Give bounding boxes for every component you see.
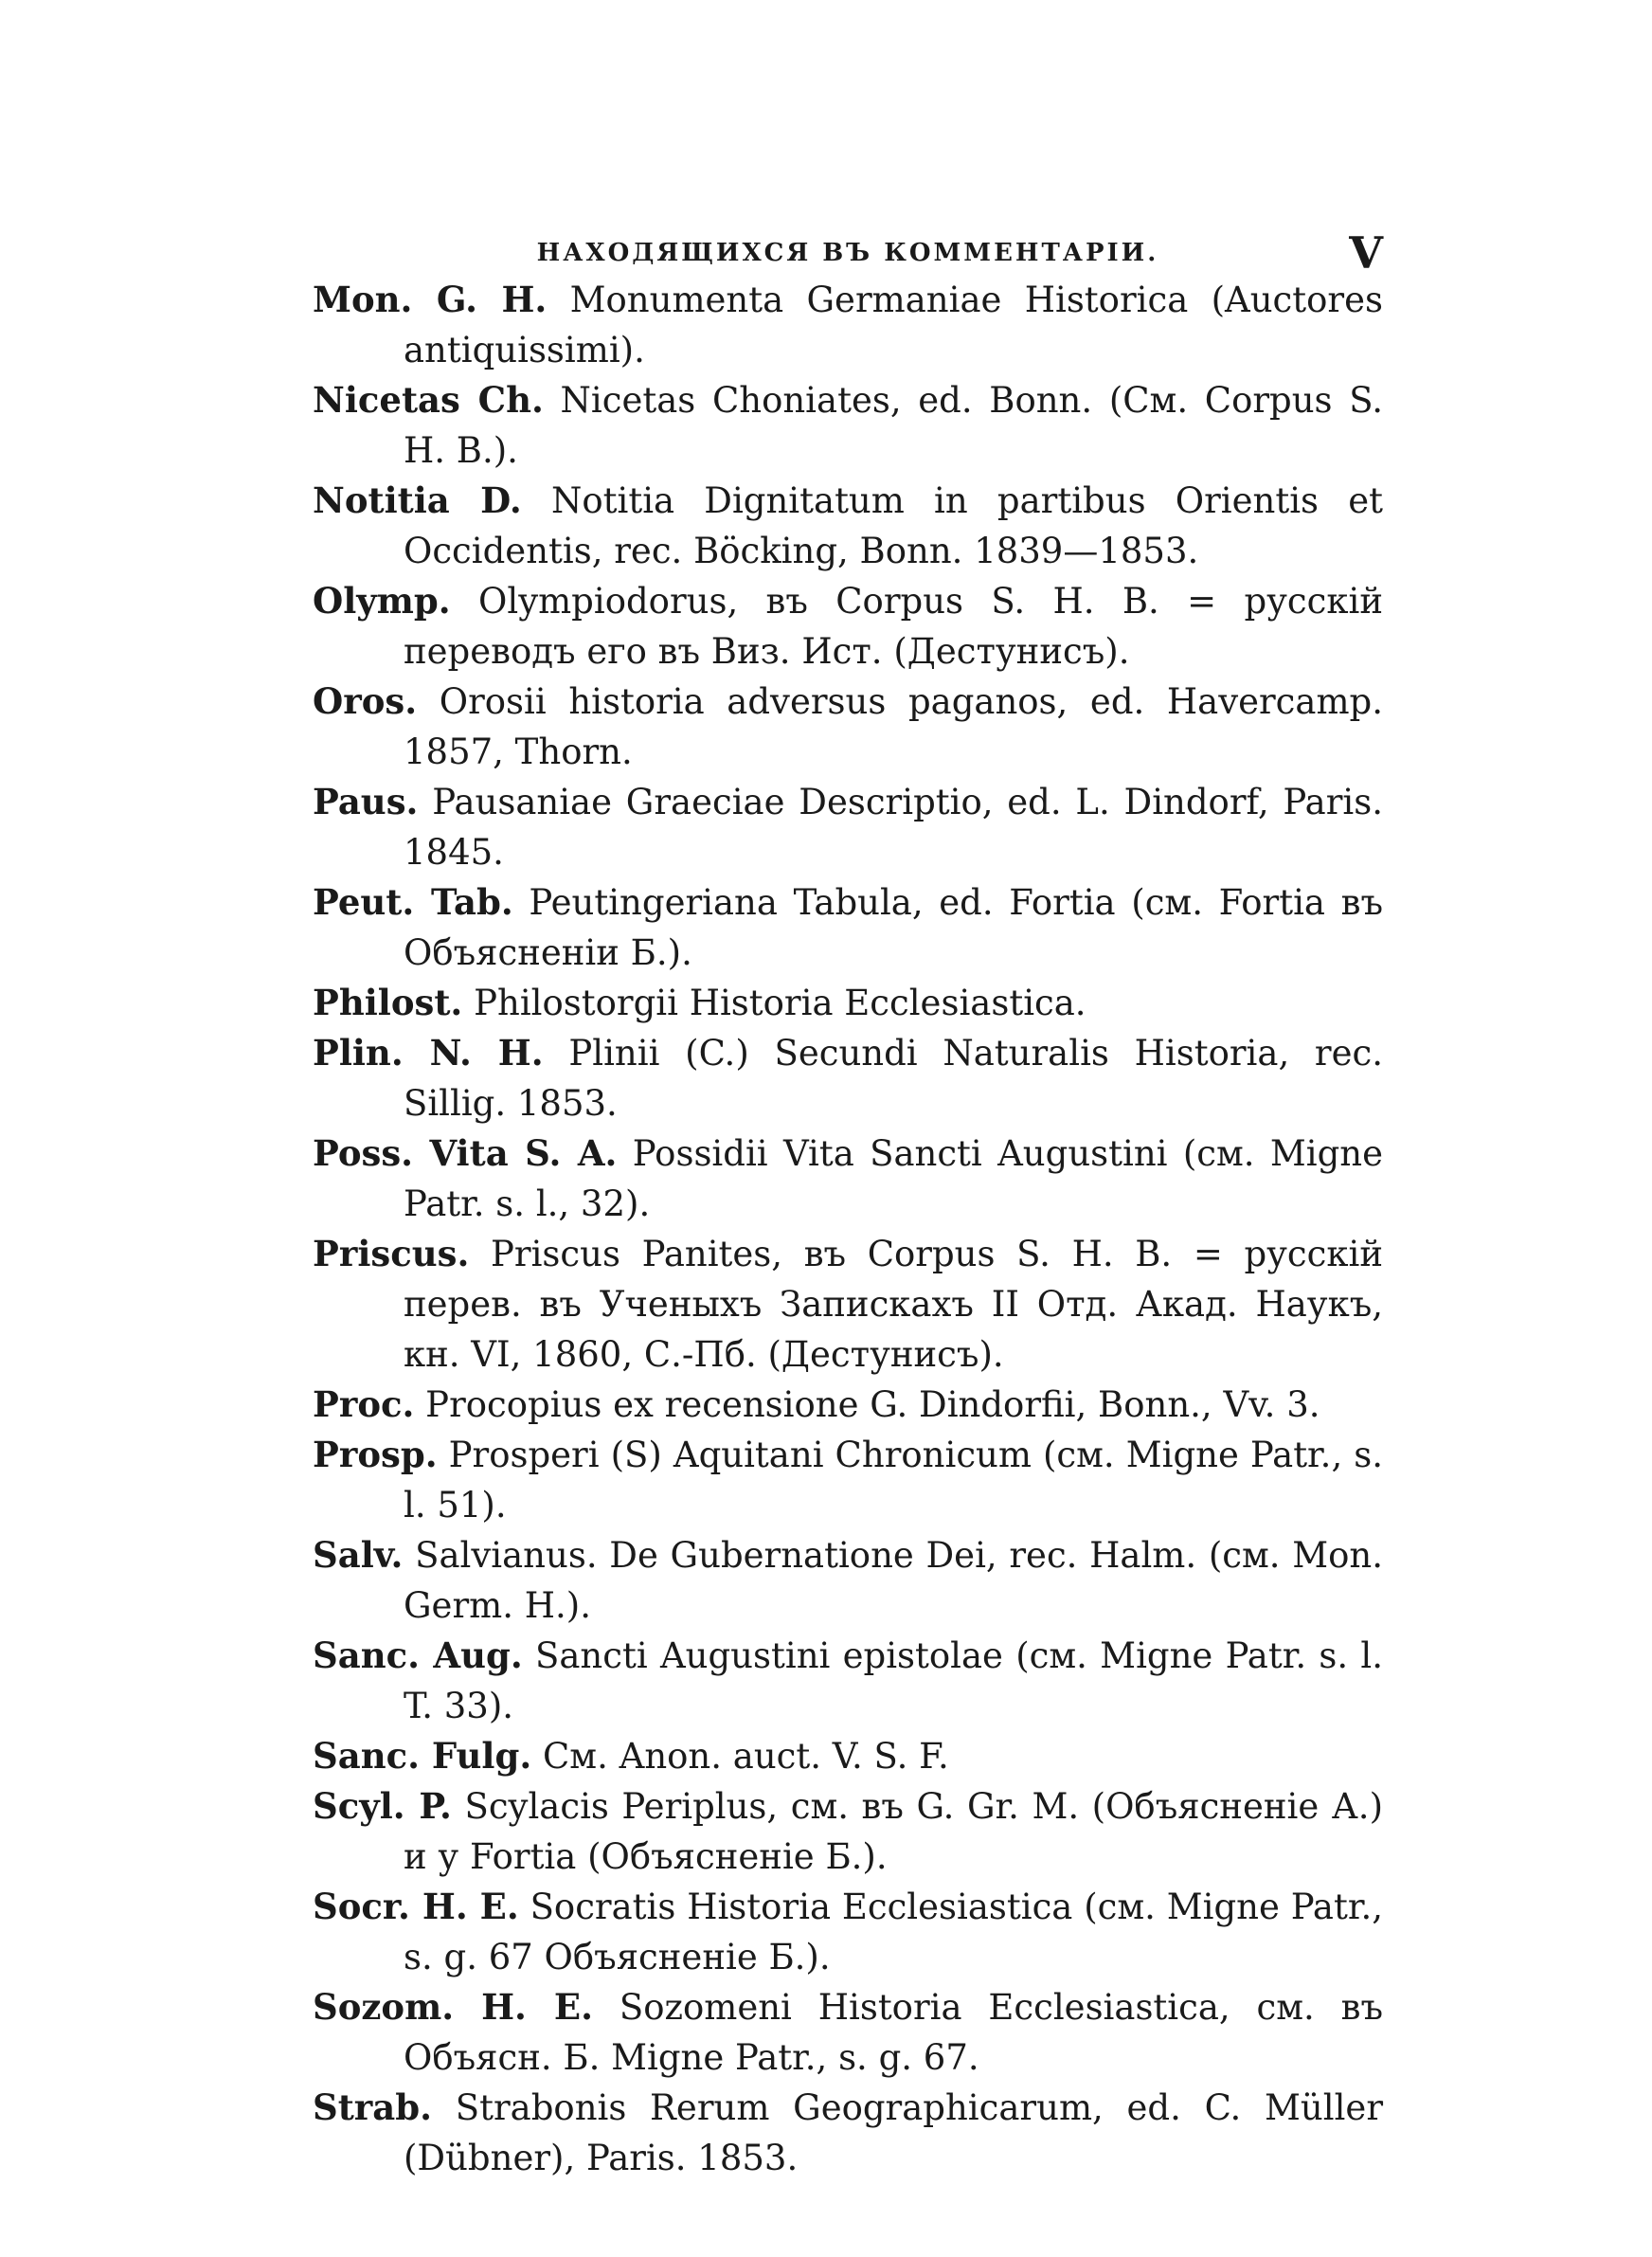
list-item (313, 1882, 1383, 1982)
entry-description: Pausaniae Graeciae Descriptio, ed. L. Dindorf, Paris. 1845. (404, 782, 1383, 873)
entry-description: Salvianus. De Gubernatione Dei, rec. Halm. (см. Mon. Germ. H.). (404, 1535, 1384, 1626)
entry-description: Sancti Augustini epistolae (см. Migne Patr. s. l. T. 33). (404, 1635, 1383, 1726)
entry-abbreviation: Olymp. (313, 580, 451, 622)
list-item (313, 777, 1383, 877)
list-item (313, 677, 1383, 777)
entry-description: Prosperi (S) Aquitani Chronicum (см. Migne Patr., s. l. 51). (404, 1435, 1383, 1526)
entry-abbreviation: Oros. (313, 680, 418, 722)
abbreviation-list (313, 265, 1383, 2183)
entry-abbreviation: Sanc. Fulg. (313, 1735, 532, 1777)
list-item (313, 1380, 1383, 1430)
entry-abbreviation: Plin. N. H. (313, 1032, 544, 1074)
entry-description: Strabonis Rerum Geographicarum, ed. C. Müller (Dübner), Paris. 1853. (404, 2087, 1384, 2178)
entry-abbreviation: Strab. (313, 2086, 433, 2128)
entry-description: Monumenta Germaniae Historica (Auctores antiquissimi). (404, 280, 1383, 370)
entry-description: Olympiodorus, въ Corpus S. H. B. = русскій переводъ его въ Виз. Ист. (Дестунисъ). (404, 581, 1383, 672)
entry-abbreviation: Prosp. (313, 1434, 438, 1475)
entry-abbreviation: Sozom. H. E. (313, 1986, 593, 2028)
entry-description: Peutingeriana Tabula, ed. Fortia (см. Fortia въ Объясненіи Б.). (404, 882, 1383, 973)
entry-description: Priscus Panites, въ Corpus S. H. B. = русскій перев. въ Ученыхъ Запискахъ II Отд. Акад. Наукъ, кн. VI, 1860, С.-Пб. (Дестунисъ). (404, 1234, 1383, 1375)
entry-abbreviation: Proc. (313, 1383, 415, 1425)
list-item (313, 1128, 1383, 1229)
list-item (313, 1530, 1383, 1631)
entry-description: Possidii Vita Sancti Augustini (см. Migne Patr. s. l., 32). (404, 1133, 1383, 1224)
entry-description: Philostorgii Historia Ecclesiastica. (474, 983, 1086, 1023)
page-number: V (1349, 227, 1383, 279)
entry-description: Orosii historia adversus paganos, ed. Havercamp. 1857, Thorn. (404, 681, 1383, 772)
entry-abbreviation: Scyl. P. (313, 1785, 452, 1827)
entry-abbreviation: Nicetas Ch. (313, 379, 544, 421)
entry-description: Notitia Dignitatum in partibus Orientis et Occidentis, rec. Böcking, Bonn. 1839—1853. (404, 480, 1384, 571)
entry-abbreviation: Peut. Tab. (313, 881, 513, 923)
entry-description: Scylacis Periplus, см. въ G. Gr. M. (Объясненіе А.) и у Fortia (Объясненіе Б.). (404, 1786, 1384, 1877)
entry-abbreviation: Salv. (313, 1534, 404, 1576)
entry-abbreviation: Philost. (313, 982, 463, 1023)
running-title: НАХОДЯЩИХСЯ ВЪ КОММЕНТАРІИ. (536, 239, 1159, 267)
list-item (313, 1631, 1383, 1731)
entry-abbreviation: Sanc. Aug. (313, 1634, 523, 1676)
entry-abbreviation: Notitia D. (313, 479, 522, 521)
list-item (313, 2083, 1383, 2183)
list-item (313, 375, 1383, 476)
entry-description: Socratis Historia Ecclesiastica (см. Migne Patr., s. g. 67 Объясненіе Б.). (404, 1887, 1383, 1977)
list-item (313, 1781, 1383, 1882)
entry-abbreviation: Socr. H. E. (313, 1886, 519, 1927)
list-item (313, 1982, 1383, 2083)
list-item (313, 1430, 1383, 1530)
entry-description: Procopius ex recensione G. Dindorfii, Bonn., Vv. 3. (425, 1384, 1320, 1425)
list-item (313, 877, 1383, 978)
entry-abbreviation: Priscus. (313, 1233, 470, 1274)
entry-abbreviation: Mon. G. H. (313, 279, 548, 320)
entry-description: См. Anon. auct. V. S. F. (542, 1736, 949, 1777)
list-item (313, 1731, 1383, 1781)
entry-description: Nicetas Choniates, ed. Bonn. (См. Corpus S. H. B.). (404, 380, 1383, 471)
list-item (313, 476, 1383, 576)
entry-description: Sozomeni Historia Ecclesiastica, см. въ Объясн. Б. Migne Patr., s. g. 67. (404, 1987, 1384, 2078)
list-item (313, 576, 1383, 677)
list-item (313, 275, 1383, 375)
list-item (313, 978, 1383, 1028)
entry-description: Plinii (C.) Secundi Naturalis Historia, rec. Sillig. 1853. (404, 1033, 1384, 1124)
entry-abbreviation: Poss. Vita S. A. (313, 1132, 618, 1174)
list-item (313, 1229, 1383, 1380)
list-item (313, 1028, 1383, 1128)
entry-abbreviation: Paus. (313, 781, 419, 822)
